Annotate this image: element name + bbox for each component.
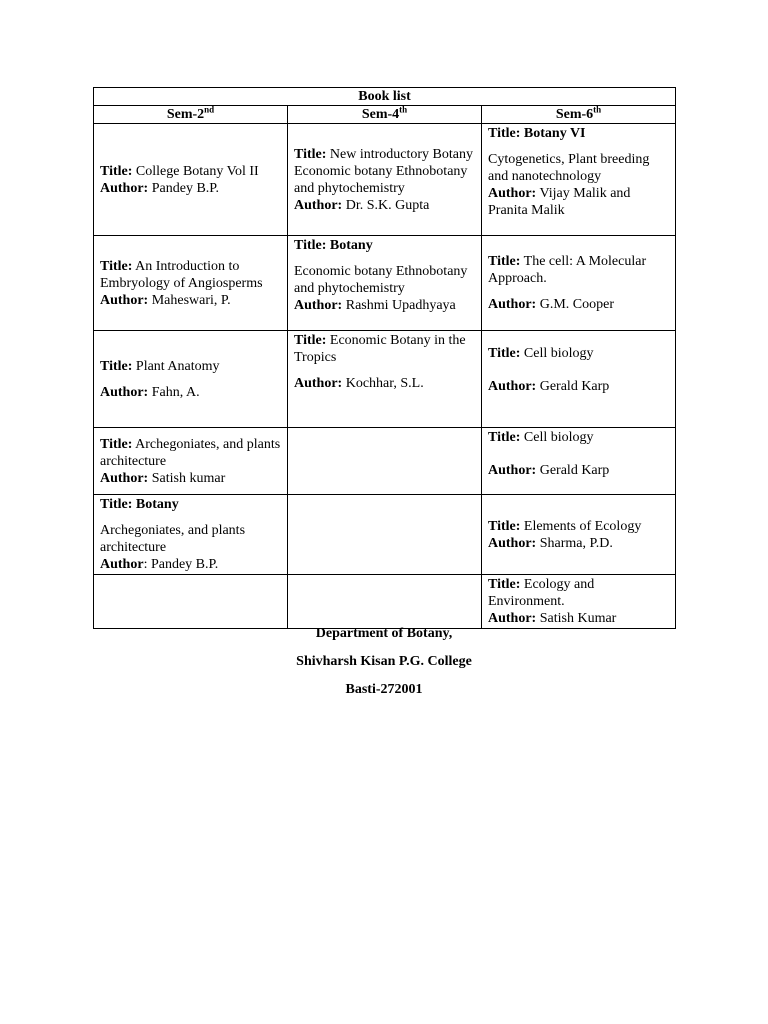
author-label: Author: — [488, 186, 537, 201]
empty-cell — [288, 428, 482, 495]
book-author: Gerald Karp — [539, 463, 610, 478]
book-title: Archegoniates, and plants architecture — [100, 436, 281, 469]
book-author: Gerald Karp — [539, 379, 610, 394]
book-author: Sharma, P.D. — [539, 535, 613, 551]
title-label: Title: — [100, 436, 133, 452]
author-label: Author: — [294, 376, 343, 391]
title-label — [294, 238, 373, 253]
header-sem-4-sup: th — [399, 103, 408, 114]
book-cell — [482, 575, 676, 629]
book-title: Botany — [135, 497, 179, 512]
book-cell — [482, 495, 676, 575]
table-row — [94, 428, 676, 495]
book-cell — [482, 428, 676, 495]
title-label: Title: — [100, 358, 133, 374]
book-author: Dr. S.K. Gupta — [345, 197, 430, 213]
author-label: Author: — [100, 292, 149, 308]
table-caption: Book list — [94, 88, 676, 106]
book-cell — [94, 124, 288, 236]
book-cell — [482, 124, 676, 236]
book-author: Fahn, A. — [151, 384, 200, 400]
author-label: Author: — [100, 470, 149, 486]
title-label-text: Title: — [294, 238, 327, 253]
book-title: Cell biology — [523, 346, 594, 361]
book-title: The cell: A Molecular Approach. — [488, 254, 647, 286]
book-title: Elements of Ecology — [523, 518, 642, 534]
book-author: Vijay Malik and Pranita Malik — [488, 186, 631, 218]
book-title: Plant Anatomy — [135, 358, 220, 374]
title-label: Title: — [294, 333, 327, 348]
book-cell — [288, 331, 482, 428]
author-label: Author: — [294, 298, 343, 313]
book-author: Pandey B.P. — [151, 180, 220, 196]
title-label-text: Title: — [488, 126, 521, 141]
title-label: Title: — [488, 518, 521, 534]
header-sem-2-sup: nd — [204, 103, 215, 114]
title-label: Title: — [294, 146, 327, 162]
book-author: Maheswari, P. — [151, 292, 231, 308]
book-title: College Botany Vol II — [135, 163, 259, 179]
table-row — [94, 331, 676, 428]
author-label: Author — [100, 557, 144, 572]
table-row — [94, 236, 676, 331]
book-title: Ecology and Environment. — [488, 577, 595, 609]
title-label: Title: — [488, 577, 521, 592]
book-author: Kochhar, S.L. — [345, 376, 424, 391]
empty-cell — [288, 575, 482, 629]
author-label: Author: — [488, 379, 537, 394]
header-sem-2-text: Sem-2 — [166, 106, 205, 122]
header-sem-6-text: Sem-6 — [555, 106, 594, 122]
table-row — [94, 575, 676, 629]
author-label: Author: — [488, 297, 537, 312]
book-cell — [482, 236, 676, 331]
book-cell — [94, 428, 288, 495]
book-author: Satish kumar — [151, 470, 226, 486]
book-description: Economic botany Ethnobotany and phytochemistry — [294, 163, 468, 196]
title-label-text: Title: — [100, 497, 133, 512]
author-label: Author: — [100, 384, 149, 400]
header-sem-2 — [94, 103, 288, 124]
footer-place: Basti-272001 — [345, 682, 423, 697]
title-label — [100, 497, 179, 512]
header-sem-4 — [288, 103, 482, 124]
book-author: Satish Kumar — [539, 611, 617, 626]
book-cell — [94, 495, 288, 575]
title-label: Title: — [488, 254, 521, 269]
book-cell — [482, 331, 676, 428]
book-cell — [288, 124, 482, 236]
book-description: Cytogenetics, Plant breeding and nanotechnology — [488, 152, 650, 184]
book-cell — [288, 236, 482, 331]
author-label: Author: — [294, 197, 343, 213]
empty-cell — [94, 575, 288, 629]
author-label: Author: — [100, 180, 149, 196]
book-title: Economic Botany in the Tropics — [294, 333, 466, 365]
table-row — [94, 495, 676, 575]
author-label: Author: — [488, 463, 537, 478]
book-title: An Introduction to Embryology of Angiosperms — [100, 258, 263, 291]
book-cell — [94, 331, 288, 428]
table-row — [94, 124, 676, 236]
book-author: Rashmi Upadhyaya — [345, 298, 456, 313]
book-description: Economic botany Ethnobotany and phytochemistry — [294, 264, 468, 296]
book-list-table — [93, 87, 676, 629]
header-sem-6-sup: th — [593, 103, 602, 114]
footer-department: Department of Botany, — [315, 626, 453, 641]
title-label: Title: — [100, 258, 133, 274]
empty-cell — [288, 495, 482, 575]
header-sem-6 — [482, 103, 676, 124]
footer-college: Shivharsh Kisan P.G. College — [296, 654, 472, 669]
book-description: Archegoniates, and plants architecture — [100, 523, 246, 555]
book-title: Botany VI — [523, 126, 586, 141]
book-author: G.M. Cooper — [539, 297, 615, 312]
book-cell — [94, 236, 288, 331]
title-label: Title: — [488, 430, 521, 445]
book-author: : Pandey B.P. — [143, 557, 219, 572]
title-label — [488, 126, 586, 141]
book-title: Botany — [329, 238, 373, 253]
author-label: Author: — [488, 535, 537, 551]
author-label: Author: — [488, 611, 537, 626]
title-label: Title: — [488, 346, 521, 361]
book-title: Cell biology — [523, 430, 594, 445]
book-title: New introductory Botany — [329, 146, 473, 162]
header-sem-4-text: Sem-4 — [361, 106, 400, 122]
title-label: Title: — [100, 163, 133, 179]
